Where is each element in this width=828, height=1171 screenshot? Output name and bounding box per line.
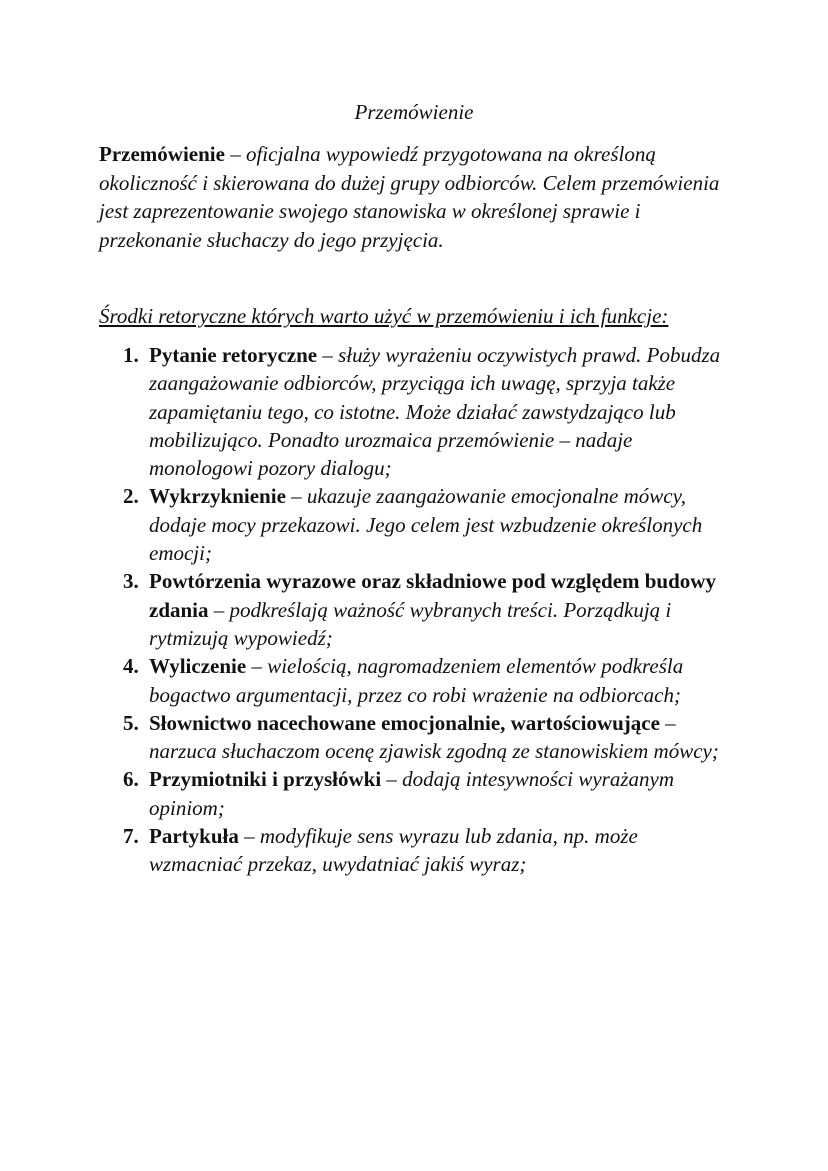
- list-item-number: 2.: [123, 484, 139, 509]
- section-heading: Środki retoryczne których warto użyć w przemówieniu i ich funkcje:: [99, 304, 669, 328]
- definition-term: Przemówienie: [99, 142, 225, 166]
- device-name: Wyliczenie: [149, 654, 247, 679]
- list-item: [123, 341, 733, 482]
- list-item-number: 5.: [123, 710, 139, 735]
- list-item: [123, 822, 733, 879]
- device-name: Partykuła: [149, 824, 239, 849]
- device-description: modyfikuje sens wyrazu lub zdania, np. może wzmacniać przekaz, uwydatniać jakiś wyraz;: [149, 824, 638, 877]
- list-item: [123, 652, 733, 709]
- definition-text: oficjalna wypowiedź przygotowana na określoną okoliczność i skierowana do dużej grupy odbiorców. Celem przemówienia jest zaprezentowanie swojego stanowiska w określonej sprawie i przekonanie słuchaczy do jego przyjęcia.: [99, 142, 720, 252]
- device-separator: –: [381, 767, 403, 792]
- list-item-number: 1.: [123, 343, 139, 367]
- device-separator: –: [317, 343, 339, 367]
- rhetorical-devices-list: [123, 341, 733, 879]
- device-description: ukazuje zaangażowanie emocjonalne mówcy, dodaje mocy przekazowi. Jego celem jest wzbudzenie określonych emocji;: [149, 484, 703, 566]
- device-name: Przymiotniki i przysłówki: [149, 767, 382, 792]
- device-separator: –: [659, 710, 676, 735]
- device-separator: –: [285, 484, 307, 509]
- definition-paragraph: [99, 140, 739, 254]
- list-item-number: 4.: [123, 654, 139, 679]
- device-description: narzuca słuchaczom ocenę zjawisk zgodną ze stanowiskiem mówcy;: [149, 739, 719, 764]
- list-item-number: 3.: [123, 569, 139, 594]
- device-description: wielością, nagromadzeniem elementów podkreśla bogactwo argumentacji, przez co robi wrażenie na odbiorcach;: [149, 654, 684, 707]
- definition-separator: –: [224, 142, 246, 166]
- device-name: Wykrzyknienie: [149, 484, 286, 509]
- device-description: służy wyrażeniu oczywistych prawd. Pobudza zaangażowanie odbiorców, przyciąga ich uwagę, sprzyja także zapamiętaniu tego, co istotne. Może działać zawstydzająco lub mobilizująco. Ponadto urozmaica przemówienie – nadaje monologowi pozory dialogu;: [149, 343, 721, 481]
- list-item-number: 6.: [123, 767, 139, 792]
- device-separator: –: [238, 824, 260, 849]
- device-name: Słownictwo nacechowane emocjonalnie, wartościowujące: [149, 710, 660, 735]
- list-item: [123, 482, 733, 567]
- device-separator: –: [208, 597, 230, 622]
- device-name: Powtórzenia wyrazowe oraz składniowe pod względem budowy zdania: [149, 569, 716, 622]
- list-item-number: 7.: [123, 824, 139, 849]
- device-name: Pytanie retoryczne: [149, 343, 318, 367]
- device-description: podkreślają ważność wybranych treści. Porządkują i rytmizują wypowiedź;: [149, 597, 672, 650]
- device-description: dodają intesywności wyrażanym opiniom;: [149, 767, 674, 820]
- page-title: Przemówienie: [354, 100, 474, 124]
- device-separator: –: [246, 654, 268, 679]
- list-item: [123, 567, 733, 652]
- list-item: [123, 765, 733, 822]
- list-item: [123, 709, 733, 766]
